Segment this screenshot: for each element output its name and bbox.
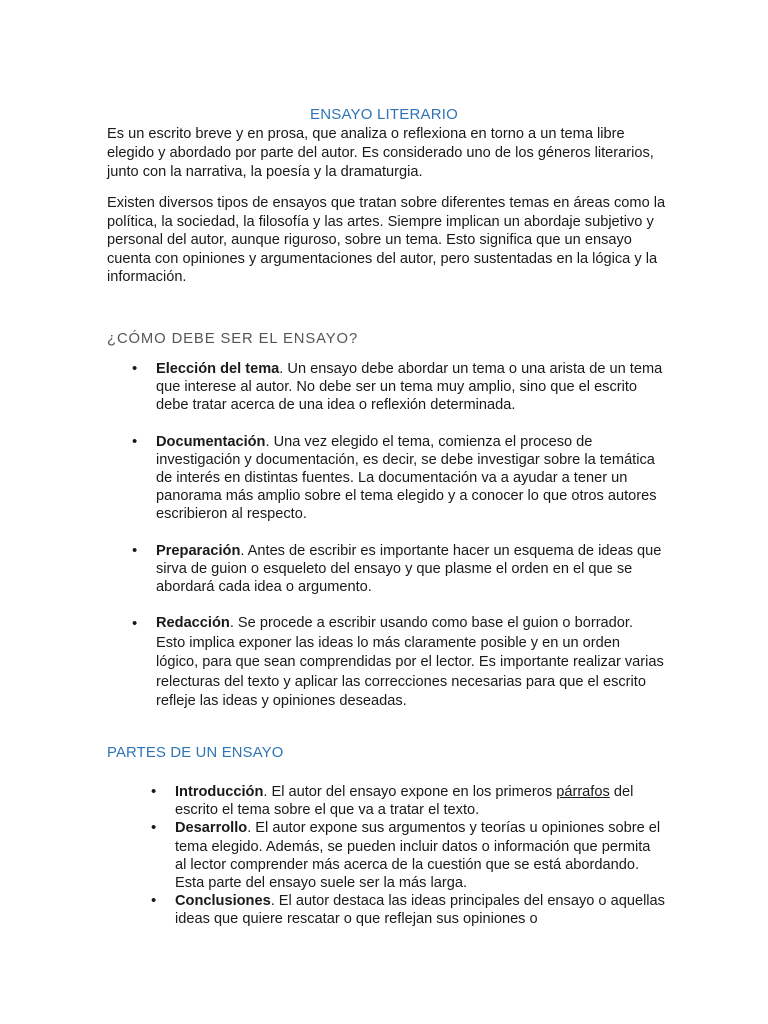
list-item-text: . El autor destaca las ideas principales del ensayo o aquellas ideas que quiere rescatar o que reflejan sus opiniones o bbox=[175, 893, 665, 928]
link-parrafos[interactable]: párrafos bbox=[556, 784, 610, 800]
list-item-text: . Una vez elegido el tema, comienza el proceso de investigación y documentación, es decir, se debe investigar sobre la temática de interés en distintas fuentes. La documentación va a ayudar a tener un panorama más amplio sobre el tema elegido y a conocer lo que otros autores escribieron al respecto. bbox=[156, 433, 657, 523]
intro-paragraph-2: Existen diversos tipos de ensayos que tratan sobre diferentes temas en áreas como la política, la sociedad, la filosofía y las artes. Siempre implican un abordaje subjetivo y personal del autor, aunque riguroso, sobre un tema. Esto significa que un ensayo cuenta con opiniones y argumentaciones del autor, pero sustentadas en la lógica y la información. bbox=[107, 195, 666, 285]
list-item-term: Documentación bbox=[156, 433, 266, 450]
list-item bbox=[175, 783, 665, 819]
list-item-term: Elección del tema bbox=[156, 361, 280, 377]
como-list bbox=[156, 360, 666, 730]
list-item bbox=[156, 360, 666, 415]
intro-paragraph-1: Es un escrito breve y en prosa, que analiza o reflexiona en torno a un tema libre elegido y abordado por parte del autor. Es considerado uno de los géneros literarios, junto con la narrativa, la poesía y la dramaturgia. bbox=[107, 126, 654, 180]
list-item-text: . Antes de escribir es importante hacer un esquema de ideas que sirva de guion o esqueleto del ensayo y que plasme el orden en el que se abordará cada idea o argumento. bbox=[156, 542, 662, 596]
section-heading-como: ¿CÓMO DEBE SER EL ENSAYO? bbox=[107, 331, 359, 347]
section-heading-partes: PARTES DE UN ENSAYO bbox=[107, 745, 284, 761]
document-title: ENSAYO LITERARIO bbox=[310, 106, 458, 123]
list-item bbox=[175, 892, 665, 928]
list-item-text: . El autor expone sus argumentos y teorías u opiniones sobre el tema elegido. Además, se pueden incluir datos o información que permita al lector comprender más acerca de la cuestión que se está abordando. Esta parte del ensayo suele ser la más larga. bbox=[175, 820, 661, 892]
list-item-text: . El autor del ensayo expone en los primeros bbox=[263, 784, 557, 800]
list-item-text: del escrito el tema sobre el que va a tratar el texto. bbox=[175, 784, 634, 819]
list-item-text: . Un ensayo debe abordar un tema o una arista de un tema que interese al autor. No debe ser un tema muy amplio, sino que el escrito debe tratar acerca de una idea o reflexión determinada. bbox=[156, 361, 663, 414]
list-item-term: Desarrollo bbox=[175, 820, 248, 837]
list-item bbox=[156, 614, 666, 712]
list-item bbox=[175, 819, 665, 892]
list-item-term: Preparación bbox=[156, 542, 241, 559]
list-item-term: Introducción bbox=[175, 784, 264, 800]
partes-list bbox=[175, 783, 665, 929]
list-item-term: Redacción bbox=[156, 615, 230, 632]
list-item bbox=[156, 542, 666, 597]
list-item-text: . Se procede a escribir usando como base el guion o borrador. Esto implica exponer las ideas lo más claramente posible y en un orden lógico, para que sean comprendidas por el lector. Es importante realizar varias relecturas del texto y aplicar las correcciones necesarias para que el escrito refleje las ideas y opiniones deseadas. bbox=[156, 615, 664, 710]
list-item-term: Conclusiones bbox=[175, 893, 271, 910]
list-item bbox=[156, 433, 666, 524]
